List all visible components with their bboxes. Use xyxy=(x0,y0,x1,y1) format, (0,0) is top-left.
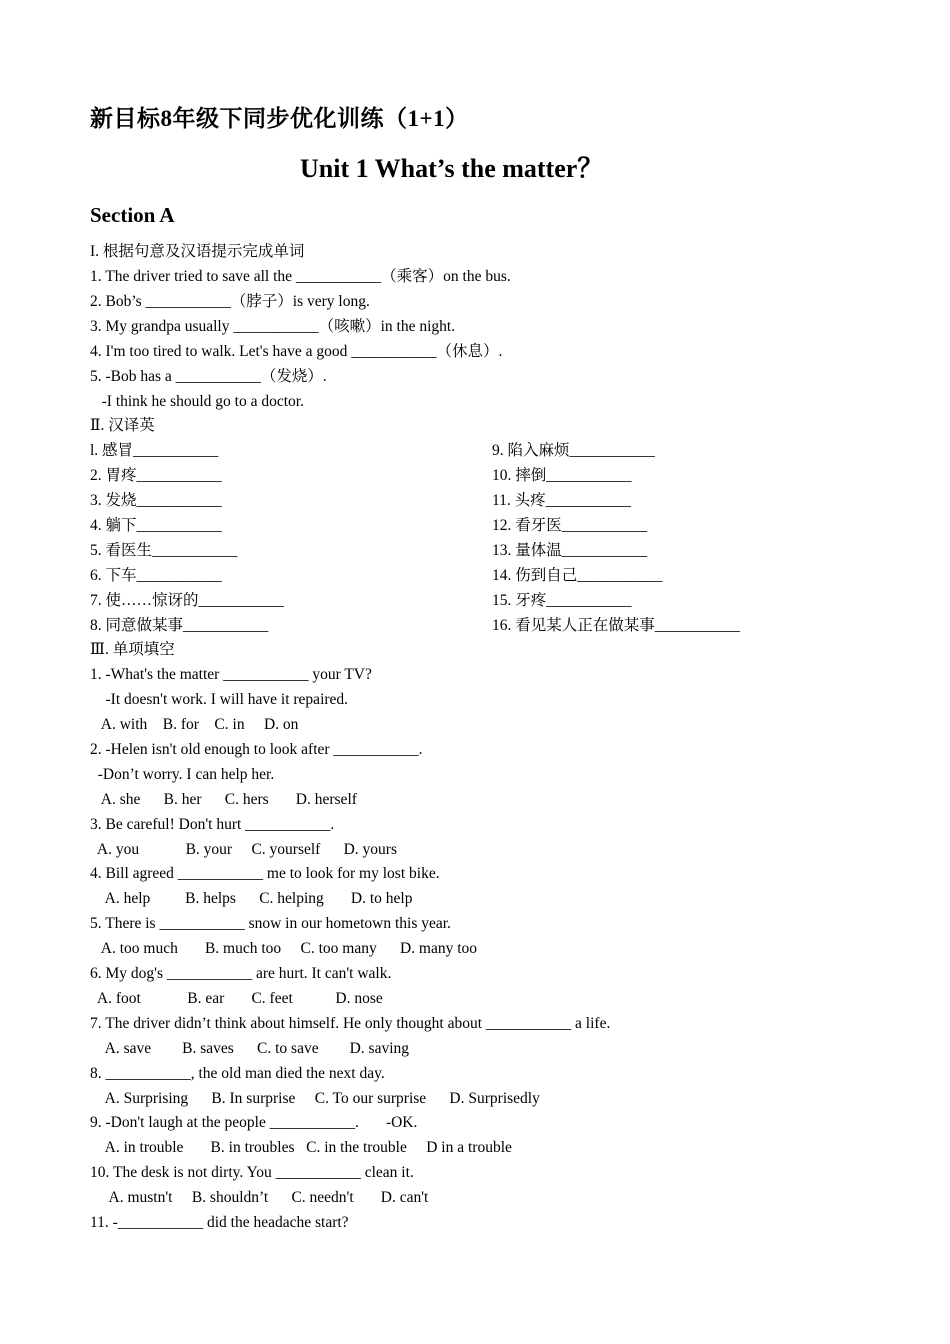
part1-item: 5. -Bob has a ___________（发烧）. xyxy=(90,368,327,385)
part3-line: A. mustn't B. shouldn’t C. needn't D. can't xyxy=(90,1189,429,1206)
part3-line: A. save B. saves C. to save D. saving xyxy=(90,1040,410,1057)
part2-item: 6. 下车___________ xyxy=(90,567,222,584)
part3-line: 8. ___________, the old man died the next day. xyxy=(90,1065,385,1082)
part2-item: 5. 看医生___________ xyxy=(90,542,238,559)
part1-item: 2. Bob’s ___________（脖子）is very long. xyxy=(90,293,370,310)
part3-line: 11. -___________ did the headache start? xyxy=(90,1214,349,1231)
part3-line: -It doesn't work. I will have it repaired. xyxy=(90,691,349,708)
part3-line: 9. -Don't laugh at the people ___________. -OK. xyxy=(90,1114,418,1131)
part3-line: 10. The desk is not dirty. You ___________ clean it. xyxy=(90,1164,414,1181)
part3-line: A. she B. her C. hers D. herself xyxy=(90,791,357,808)
part3-line: 4. Bill agreed ___________ me to look for my lost bike. xyxy=(90,865,440,882)
part2-item: 14. 伤到自己___________ xyxy=(492,567,663,584)
part2-item: 3. 发烧___________ xyxy=(90,492,222,509)
part3-line: 3. Be careful! Don't hurt ___________. xyxy=(90,816,335,833)
part2-item: 8. 同意做某事___________ xyxy=(90,617,269,634)
part3-line: 1. -What's the matter ___________ your TV? xyxy=(90,666,372,683)
part2-item: 12. 看牙医___________ xyxy=(492,517,648,534)
part2-item: 9. 陷入麻烦___________ xyxy=(492,442,655,459)
part2-item: 15. 牙疼___________ xyxy=(492,592,632,609)
part3-line: A. you B. your C. yourself D. yours xyxy=(90,841,397,858)
part3-line: 6. My dog's ___________ are hurt. It can't walk. xyxy=(90,965,392,982)
part2-item: l. 感冒___________ xyxy=(90,442,219,459)
part3-line: 5. There is ___________ snow in our hometown this year. xyxy=(90,915,451,932)
part3-line: A. too much B. much too C. too many D. many too xyxy=(90,940,478,957)
part2-item: 4. 躺下___________ xyxy=(90,517,222,534)
part2-item: 11. 头疼___________ xyxy=(492,492,631,509)
part2-item: 10. 摔倒___________ xyxy=(492,467,632,484)
part3-line: A. Surprising B. In surprise C. To our surprise D. Surprisedly xyxy=(90,1090,540,1107)
part3-line: 2. -Helen isn't old enough to look after ___________. xyxy=(90,741,423,758)
part2-item: 13. 量体温___________ xyxy=(492,542,648,559)
part1-heading: I. 根据句意及汉语提示完成单词 xyxy=(90,243,305,260)
part3-line: A. help B. helps C. helping D. to help xyxy=(90,890,413,907)
part2-heading: Ⅱ. 汉译英 xyxy=(90,417,155,434)
part2-item: 7. 使……惊讶的___________ xyxy=(90,592,284,609)
part1-item: 1. The driver tried to save all the ___________（乘客）on the bus. xyxy=(90,268,511,285)
part1-item: 3. My grandpa usually ___________（咳嗽）in the night. xyxy=(90,318,456,335)
part2-item: 2. 胃疼___________ xyxy=(90,467,222,484)
part3-line: -Don’t worry. I can help her. xyxy=(90,766,275,783)
part3-line: A. foot B. ear C. feet D. nose xyxy=(90,990,383,1007)
unit-title: Unit 1 What’s the matter？ xyxy=(300,154,604,183)
part3-heading: Ⅲ. 单项填空 xyxy=(90,641,175,658)
part1-item: -I think he should go to a doctor. xyxy=(90,393,304,410)
part2-item: 16. 看见某人正在做某事___________ xyxy=(492,617,741,634)
part1-item: 4. I'm too tired to walk. Let's have a good ___________（休息）. xyxy=(90,343,503,360)
part3-line: A. with B. for C. in D. on xyxy=(90,716,299,733)
document-title: 新目标8年级下同步优化训练（1+1） xyxy=(90,106,469,131)
part3-line: A. in trouble B. in troubles C. in the trouble D in a trouble xyxy=(90,1139,512,1156)
part3-line: 7. The driver didn’t think about himself. He only thought about ___________ a life. xyxy=(90,1015,611,1032)
section-title: Section A xyxy=(90,203,175,227)
